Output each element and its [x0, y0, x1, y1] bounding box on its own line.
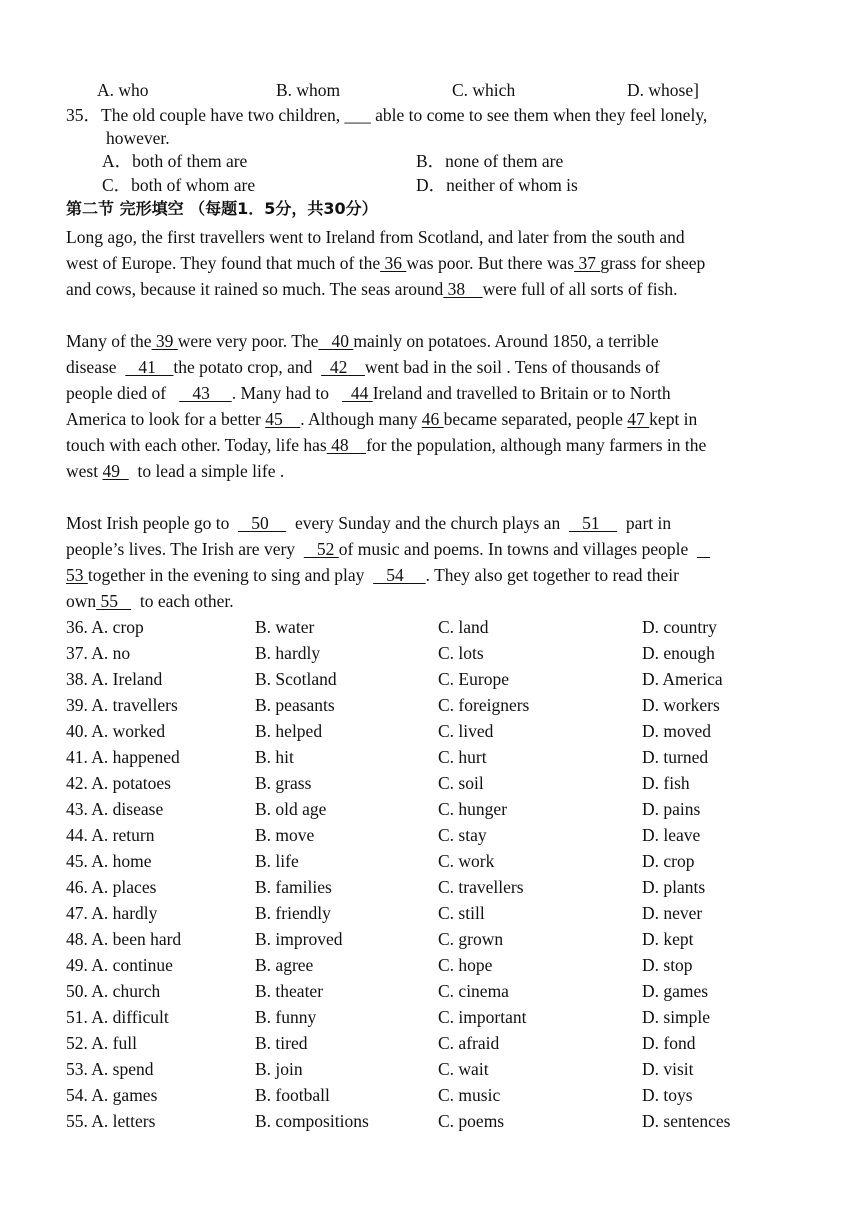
passage-line [66, 278, 678, 300]
passage-line [66, 434, 706, 456]
blank: 48 [326, 435, 367, 455]
passage-line [66, 590, 234, 612]
passage-text: Ireland and travelled to Britain or to North [372, 383, 671, 403]
option-b: B. compositions [255, 1111, 369, 1131]
blank: 44 [342, 383, 373, 403]
option-d: D. workers [642, 695, 720, 715]
blank: 42 [321, 357, 365, 377]
question-row [66, 720, 826, 742]
blank: 46 [421, 409, 444, 429]
passage-text: touch with each other. Today, life has [66, 435, 327, 455]
blank: 36 [380, 253, 407, 273]
blank: 52 [303, 539, 339, 559]
passage-text: of music and poems. In towns and villages people [338, 539, 697, 559]
q34-option-c: C. which [452, 80, 516, 100]
option-d: D. leave [642, 825, 701, 845]
option-b: B. friendly [255, 903, 331, 923]
option-b: B. funny [255, 1007, 317, 1027]
passage-text: disease [66, 357, 126, 377]
option-c: C. afraid [438, 1033, 500, 1053]
option-d: D. sentences [642, 1111, 731, 1131]
option-d: D. simple [642, 1007, 711, 1027]
passage-line [66, 330, 659, 352]
option-a: 36. A. crop [66, 617, 144, 637]
passage-text: kept in [649, 409, 698, 429]
blank: 37 [574, 253, 601, 273]
option-c: C. important [438, 1007, 527, 1027]
option-c: C. still [438, 903, 485, 923]
passage-text: America to look for a better [66, 409, 266, 429]
passage-text: for the population, although many farmers in the [366, 435, 707, 455]
passage-line [66, 356, 660, 378]
q35-option-c: C．both of whom are [102, 175, 256, 195]
option-b: B. families [255, 877, 332, 897]
option-b: B. peasants [255, 695, 335, 715]
question-row [66, 1058, 826, 1080]
option-d: D. pains [642, 799, 701, 819]
option-a: 38. A. Ireland [66, 669, 163, 689]
option-c: C. cinema [438, 981, 509, 1001]
passage-line [66, 408, 697, 430]
question-row [66, 772, 826, 794]
q35-stem [66, 104, 707, 126]
passage-text: Most Irish people go to [66, 513, 239, 533]
q35-option-d: D．neither of whom is [416, 175, 578, 195]
option-c: C. stay [438, 825, 487, 845]
option-b: B. theater [255, 981, 324, 1001]
passage-text: Many of the [66, 331, 152, 351]
option-a: 51. A. difficult [66, 1007, 169, 1027]
passage-text: own [66, 591, 97, 611]
option-a: 53. A. spend [66, 1059, 154, 1079]
option-c: C. hurt [438, 747, 487, 767]
q34-option-a: A. who [97, 80, 149, 100]
option-a: 54. A. games [66, 1085, 158, 1105]
option-d: D. toys [642, 1085, 693, 1105]
option-c: C. work [438, 851, 495, 871]
question-row [66, 1084, 826, 1106]
option-d: D. never [642, 903, 703, 923]
option-b: B. hit [255, 747, 294, 767]
passage-line [66, 564, 679, 586]
option-a: 46. A. places [66, 877, 157, 897]
question-row [66, 798, 826, 820]
passage-text: mainly on potatoes. Around 1850, a terrible [353, 331, 659, 351]
question-row [66, 694, 826, 716]
question-row [66, 850, 826, 872]
passage-text: were very poor. The [177, 331, 319, 351]
option-c: C. grown [438, 929, 504, 949]
passage-text: . Although many [300, 409, 422, 429]
option-c: C. hunger [438, 799, 508, 819]
passage-text: together in the evening to sing and play [87, 565, 374, 585]
passage-text: part in [617, 513, 672, 533]
question-row [66, 1110, 826, 1132]
option-c: C. poems [438, 1111, 505, 1131]
option-d: D. America [642, 669, 723, 689]
passage-text: . Many had to [231, 383, 343, 403]
option-c: C. travellers [438, 877, 524, 897]
option-d: D. moved [642, 721, 712, 741]
question-row [66, 668, 826, 690]
blank: 54 [373, 565, 426, 585]
option-b: B. join [255, 1059, 303, 1079]
option-d: D. plants [642, 877, 706, 897]
option-c: C. lots [438, 643, 484, 663]
passage-text: was poor. But there was [406, 253, 575, 273]
question-row [66, 954, 826, 976]
option-a: 44. A. return [66, 825, 155, 845]
passage-text: were full of all sorts of fish. [482, 279, 678, 299]
option-a: 52. A. full [66, 1033, 137, 1053]
option-d: D. enough [642, 643, 715, 663]
blank: 45 [265, 409, 301, 429]
option-d: D. kept [642, 929, 694, 949]
option-a: 55. A. letters [66, 1111, 156, 1131]
passage-text: grass for sheep [600, 253, 706, 273]
question-row [66, 824, 826, 846]
blank: 49 [102, 461, 129, 481]
option-a: 43. A. disease [66, 799, 164, 819]
question-row [66, 746, 826, 768]
option-b: B. football [255, 1085, 330, 1105]
option-b: B. life [255, 851, 299, 871]
passage-text: the potato crop, and [173, 357, 322, 377]
passage-text: Long ago, the first travellers went to Ireland from Scotland, and later from the south and [66, 227, 685, 247]
option-c: C. lived [438, 721, 494, 741]
passage-line [66, 382, 671, 404]
blank: 40 [318, 331, 354, 351]
option-b: B. Scotland [255, 669, 337, 689]
q34-option-b: B. whom [276, 80, 341, 100]
option-a: 50. A. church [66, 981, 161, 1001]
q35-options-row2 [0, 174, 860, 196]
q35-stem-text: The old couple have two children, ___ able to come to see them when they feel lonely, [101, 105, 708, 125]
blank: 55 [96, 591, 132, 611]
option-c: C. land [438, 617, 489, 637]
option-a: 40. A. worked [66, 721, 166, 741]
question-row [66, 642, 826, 664]
option-b: B. old age [255, 799, 327, 819]
passage-line [66, 226, 685, 248]
q35-stem-continued: however. [106, 128, 170, 148]
option-b: B. grass [255, 773, 312, 793]
option-d: D. stop [642, 955, 693, 975]
passage-line [66, 460, 284, 482]
passage-text: and cows, because it rained so much. The seas around [66, 279, 444, 299]
option-a: 37. A. no [66, 643, 131, 663]
option-b: B. helped [255, 721, 323, 741]
option-c: C. Europe [438, 669, 509, 689]
passage-text: went bad in the soil . Tens of thousands of [364, 357, 660, 377]
option-c: C. foreigners [438, 695, 530, 715]
q35-option-b: B．none of them are [416, 151, 564, 171]
option-d: D. crop [642, 851, 695, 871]
blank: 38 [443, 279, 483, 299]
blank [697, 539, 710, 559]
passage-text: . They also get together to read their [425, 565, 679, 585]
passage-text: to lead a simple life . [128, 461, 285, 481]
option-d: D. fish [642, 773, 690, 793]
option-a: 39. A. travellers [66, 695, 178, 715]
passage-text: became separated, people [443, 409, 628, 429]
option-a: 48. A. been hard [66, 929, 182, 949]
passage-text: west [66, 461, 103, 481]
q35-number: 35． [66, 105, 101, 125]
question-row [66, 902, 826, 924]
option-b: B. move [255, 825, 315, 845]
passage-line [66, 512, 671, 534]
passage-line [66, 252, 705, 274]
blank: 39 [151, 331, 178, 351]
option-b: B. hardly [255, 643, 321, 663]
passage-text: to each other. [131, 591, 234, 611]
blank: 41 [125, 357, 174, 377]
option-b: B. improved [255, 929, 343, 949]
option-b: B. tired [255, 1033, 308, 1053]
question-row [66, 876, 826, 898]
blank: 47 [627, 409, 650, 429]
blank: 53 [66, 565, 88, 585]
option-d: D. turned [642, 747, 709, 767]
option-c: C. soil [438, 773, 484, 793]
option-d: D. visit [642, 1059, 694, 1079]
passage-text: people’s lives. The Irish are very [66, 539, 304, 559]
option-c: C. wait [438, 1059, 489, 1079]
passage-text: west of Europe. They found that much of the [66, 253, 381, 273]
passage-line [66, 538, 710, 560]
question-row [66, 928, 826, 950]
option-a: 41. A. happened [66, 747, 180, 767]
option-d: D. games [642, 981, 709, 1001]
option-a: 47. A. hardly [66, 903, 158, 923]
section-heading: 第二节 完形填空 （每题1．5分，共30分） [66, 199, 378, 218]
option-c: C. music [438, 1085, 501, 1105]
q34-option-d: D. whose] [627, 80, 699, 100]
q35-options-row1 [0, 150, 860, 172]
blank: 51 [569, 513, 618, 533]
option-c: C. hope [438, 955, 493, 975]
q35-option-a: A．both of them are [102, 151, 248, 171]
option-a: 49. A. continue [66, 955, 173, 975]
question-row [66, 980, 826, 1002]
option-a: 42. A. potatoes [66, 773, 171, 793]
question-row [66, 1032, 826, 1054]
passage-text: every Sunday and the church plays an [286, 513, 570, 533]
option-d: D. fond [642, 1033, 696, 1053]
passage-text: people died of [66, 383, 180, 403]
option-b: B. water [255, 617, 315, 637]
blank: 43 [179, 383, 232, 403]
question-row [66, 616, 826, 638]
question-row [66, 1006, 826, 1028]
blank: 50 [238, 513, 287, 533]
option-a: 45. A. home [66, 851, 152, 871]
option-b: B. agree [255, 955, 314, 975]
q34-options [0, 79, 860, 101]
option-d: D. country [642, 617, 717, 637]
